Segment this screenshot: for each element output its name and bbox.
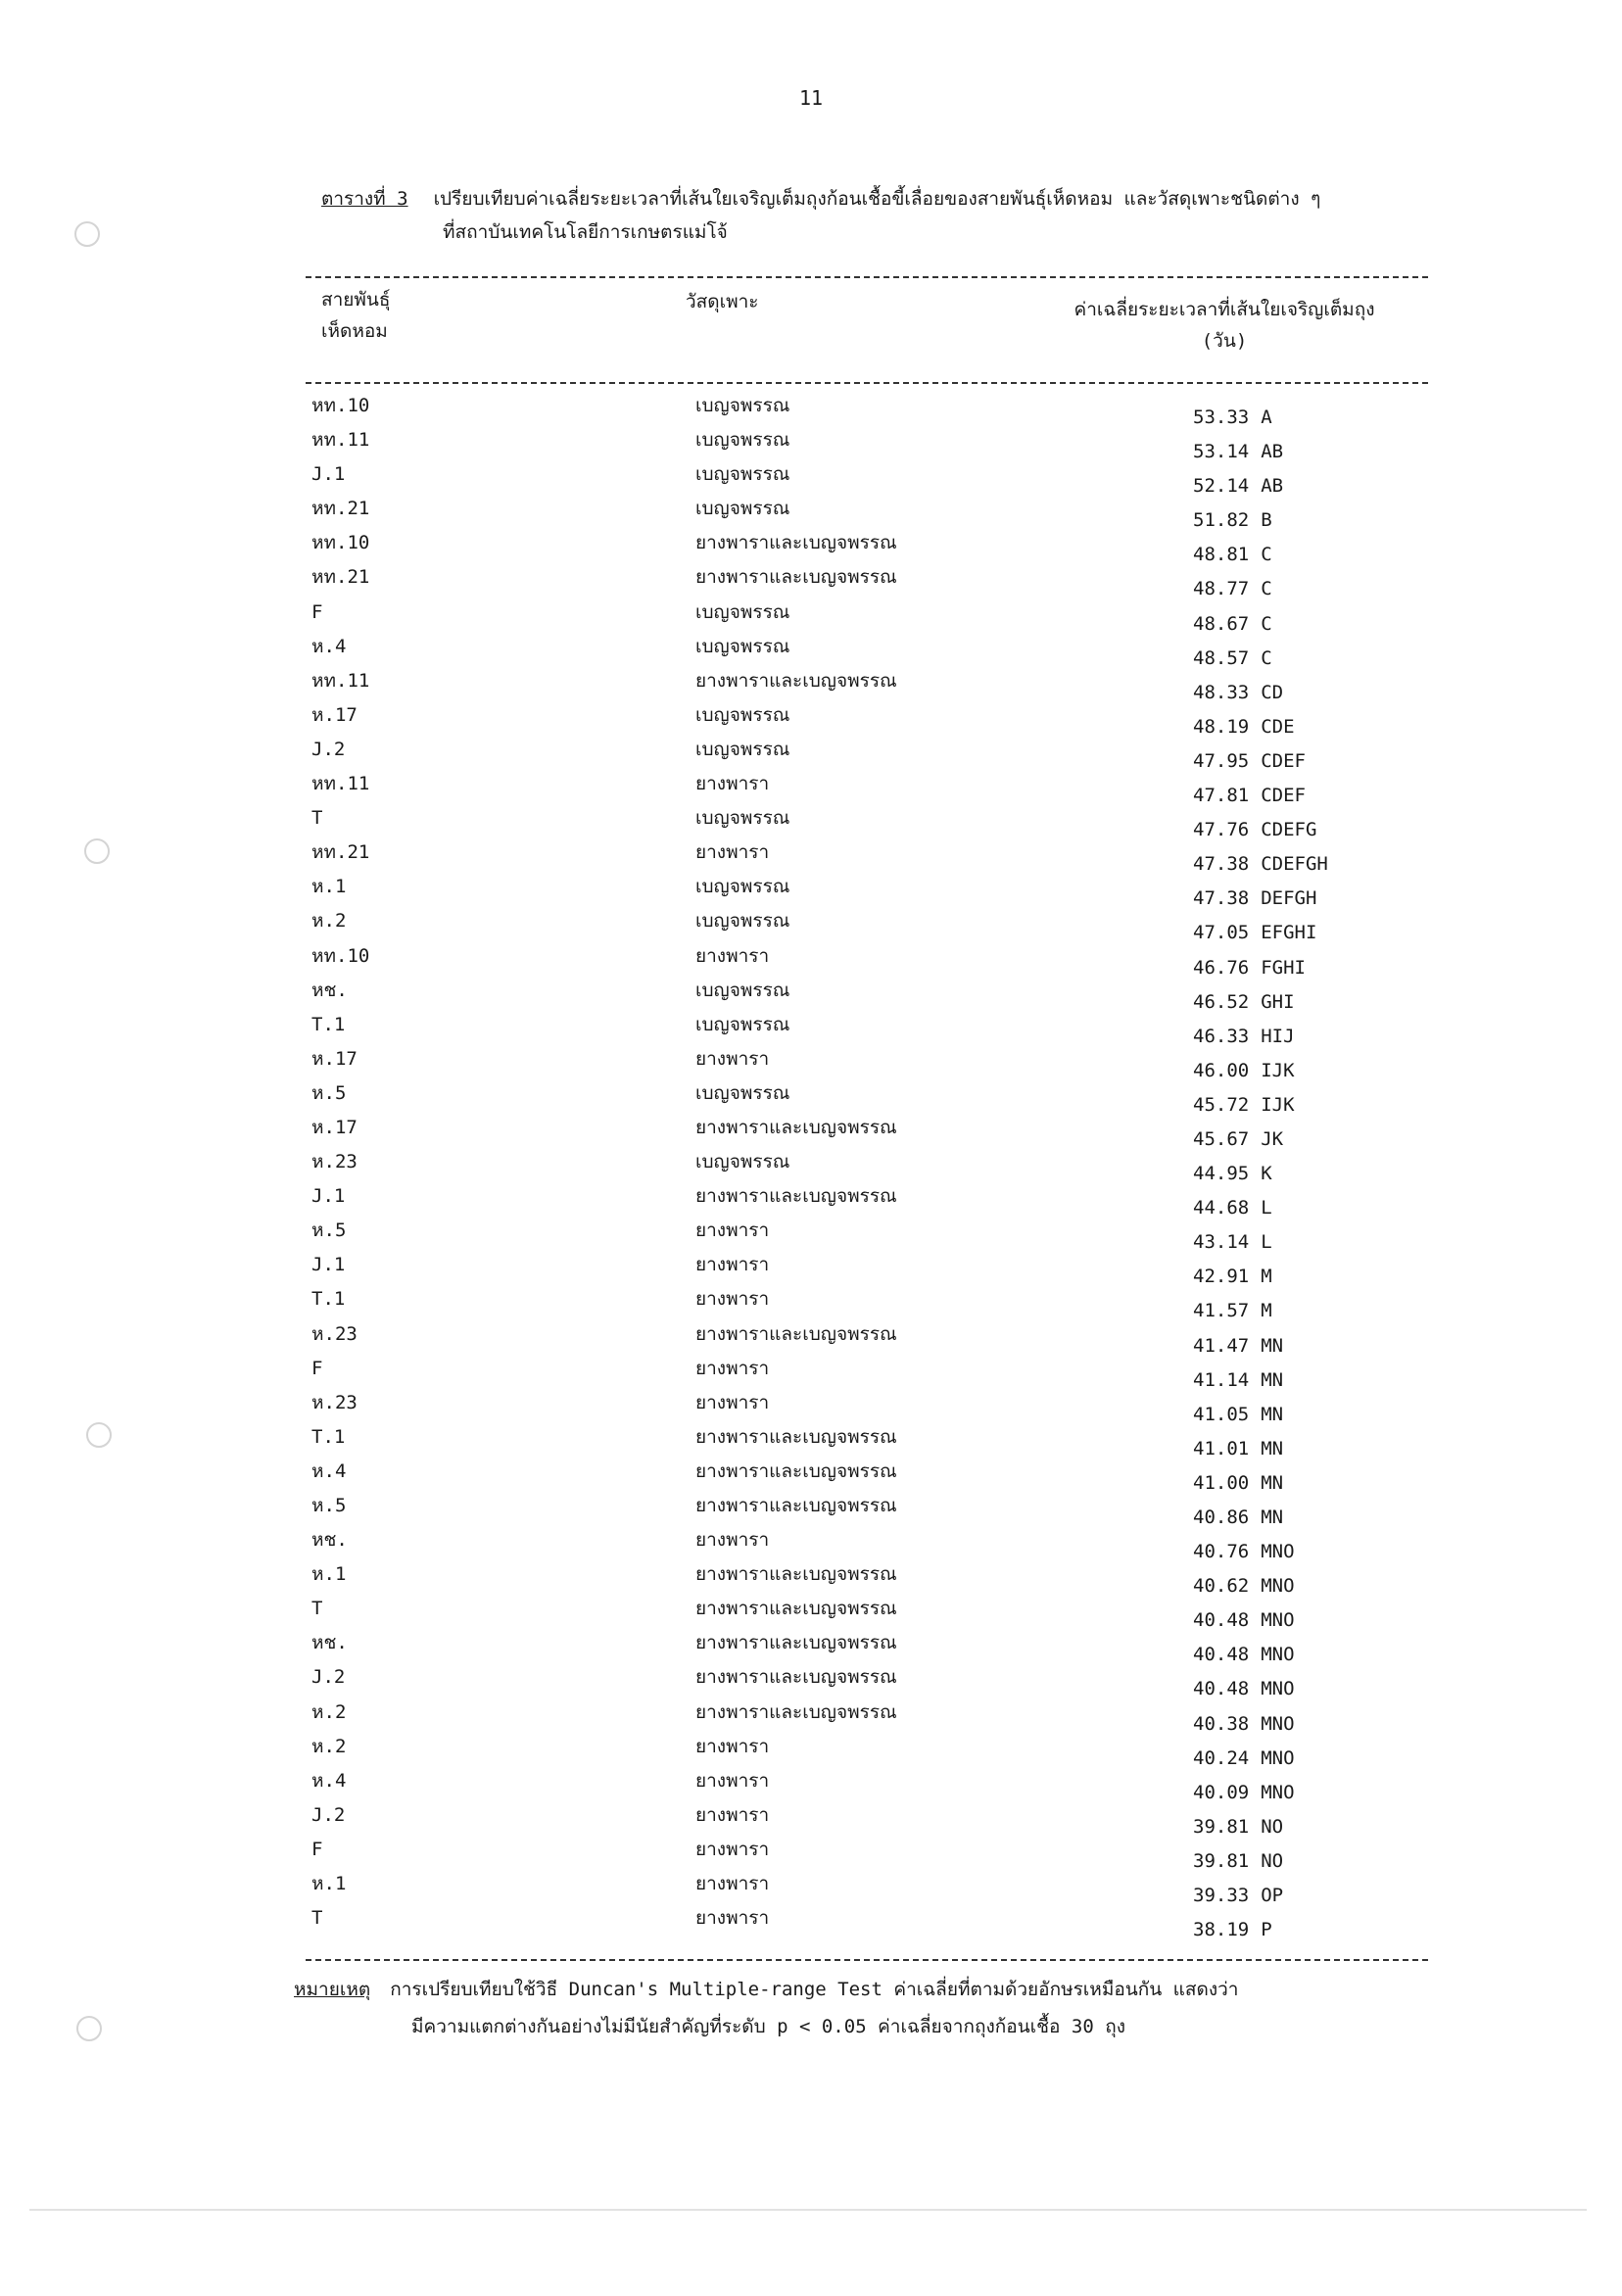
cell-mean-value: 47.76 xyxy=(1193,819,1250,841)
cell-duncan-group: MN xyxy=(1261,1334,1284,1357)
cell-mean-value: 41.00 xyxy=(1193,1471,1250,1494)
cell-duncan-group: MNO xyxy=(1261,1746,1295,1769)
cell-strain: ห.1 xyxy=(311,1563,347,1586)
cell-duncan-group: C xyxy=(1261,612,1272,635)
cell-strain: หท.21 xyxy=(311,841,370,864)
cell-mean-value: 42.91 xyxy=(1193,1266,1250,1288)
table-row xyxy=(0,1557,1622,1598)
table-row xyxy=(0,1282,1622,1322)
cell-duncan-group: M xyxy=(1261,1300,1272,1322)
cell-duncan-group: NO xyxy=(1261,1815,1284,1838)
cell-medium: เบญจพรรณ xyxy=(695,498,790,520)
cell-duncan-group: A xyxy=(1261,407,1272,428)
table-row xyxy=(0,836,1622,876)
table-row xyxy=(0,1317,1622,1357)
cell-duncan-group: MNO xyxy=(1261,1575,1295,1598)
cell-strain: ห.5 xyxy=(311,1220,347,1242)
cell-duncan-group: MN xyxy=(1261,1437,1284,1459)
cell-duncan-group: GHI xyxy=(1261,990,1295,1013)
cell-strain: T.1 xyxy=(311,1288,346,1311)
cell-strain: T xyxy=(311,1598,323,1620)
cell-mean-value: 45.67 xyxy=(1193,1127,1250,1150)
cell-strain: ห.4 xyxy=(311,1769,347,1792)
cell-strain: J.2 xyxy=(311,1666,346,1689)
cell-medium: เบญจพรรณ xyxy=(695,807,790,830)
scan-edge-line xyxy=(29,2209,1587,2211)
cell-medium: ยางพารา xyxy=(695,841,770,864)
cell-duncan-group: CDEFG xyxy=(1261,819,1317,841)
cell-medium: ยางพารา xyxy=(695,1391,770,1413)
table-row xyxy=(0,1523,1622,1563)
note-line1: การเปรียบเทียบใช้วิธี Duncan's Multiple-range Test ค่าเฉลี่ยที่ตามด้วยอักษรเหมือนกัน แสดงว่า xyxy=(390,1979,1239,2000)
cell-medium: เบญจพรรณ xyxy=(695,910,790,933)
table-body xyxy=(0,389,1622,1941)
cell-mean-value: 53.33 xyxy=(1193,407,1250,428)
cell-mean-value: 47.95 xyxy=(1193,749,1250,772)
table-caption-label: ตารางที่ 3 xyxy=(321,188,408,210)
cell-strain: หท.11 xyxy=(311,669,370,692)
cell-strain: หท.11 xyxy=(311,429,370,452)
table-row xyxy=(0,904,1622,944)
cell-medium: ยางพารา xyxy=(695,1529,770,1552)
page-number: 11 xyxy=(798,86,824,110)
cell-mean-value: 41.01 xyxy=(1193,1437,1250,1459)
cell-mean-value: 41.47 xyxy=(1193,1334,1250,1357)
cell-strain: ห.5 xyxy=(311,1081,347,1104)
cell-strain: ห.23 xyxy=(311,1151,358,1173)
cell-mean-value: 47.38 xyxy=(1193,887,1250,910)
cell-medium: ยางพาราและเบญจพรรณ xyxy=(695,1495,897,1516)
cell-strain: J.2 xyxy=(311,1803,346,1826)
cell-strain: หช. xyxy=(311,979,348,1001)
header-strain-line2: เห็ดหอม xyxy=(321,320,388,342)
cell-mean-value: 48.19 xyxy=(1193,715,1250,738)
cell-strain: ห.23 xyxy=(311,1322,358,1345)
table-caption xyxy=(321,182,1477,249)
cell-strain: ห.1 xyxy=(311,876,347,898)
cell-medium: เบญจพรรณ xyxy=(695,635,790,657)
header-medium: วัสดุเพาะ xyxy=(686,291,759,312)
cell-mean-value: 51.82 xyxy=(1193,509,1250,532)
table-row xyxy=(0,1042,1622,1081)
cell-duncan-group: AB xyxy=(1261,441,1284,463)
cell-duncan-group: AB xyxy=(1261,475,1284,498)
cell-duncan-group: EFGHI xyxy=(1261,922,1317,944)
table-row xyxy=(0,801,1622,841)
cell-mean-value: 40.48 xyxy=(1193,1678,1250,1700)
cell-mean-value: 44.68 xyxy=(1193,1197,1250,1220)
table-row xyxy=(0,596,1622,635)
cell-medium: ยางพารา xyxy=(695,1735,770,1757)
cell-duncan-group: MN xyxy=(1261,1471,1284,1494)
cell-mean-value: 46.76 xyxy=(1193,956,1250,979)
cell-strain: J.1 xyxy=(311,1254,346,1276)
table-row xyxy=(0,423,1622,463)
table-row xyxy=(0,1076,1622,1116)
cell-duncan-group: MNO xyxy=(1261,1644,1295,1666)
cell-medium: เบญจพรรณ xyxy=(695,1013,790,1035)
cell-duncan-group: IJK xyxy=(1261,1059,1295,1081)
cell-medium: ยางพาราและเบญจพรรณ xyxy=(695,1666,897,1689)
cell-duncan-group: L xyxy=(1261,1197,1272,1220)
cell-duncan-group: NO xyxy=(1261,1849,1284,1872)
cell-medium: ยางพารา xyxy=(695,1357,770,1379)
cell-mean-value: 40.48 xyxy=(1193,1609,1250,1632)
table-row xyxy=(0,1248,1622,1288)
header-mean-days xyxy=(1009,294,1440,357)
cell-medium: ยางพาราและเบญจพรรณ xyxy=(695,1425,897,1448)
cell-mean-value: 40.24 xyxy=(1193,1746,1250,1769)
cell-strain: J.2 xyxy=(311,738,346,760)
cell-mean-value: 39.81 xyxy=(1193,1849,1250,1872)
table-note xyxy=(294,1971,1430,2045)
cell-medium: ยางพารา xyxy=(695,1047,770,1070)
cell-strain: หท.10 xyxy=(311,395,370,416)
header-strain-line1: สายพันธุ์ xyxy=(321,289,391,311)
cell-duncan-group: B xyxy=(1261,509,1272,532)
cell-mean-value: 46.33 xyxy=(1193,1025,1250,1047)
cell-duncan-group: P xyxy=(1261,1919,1272,1941)
cell-strain: ห.2 xyxy=(311,1735,347,1757)
cell-duncan-group: CDEFGH xyxy=(1261,853,1328,876)
cell-strain: J.1 xyxy=(311,1185,346,1208)
cell-strain: T.1 xyxy=(311,1013,346,1035)
cell-duncan-group: CD xyxy=(1261,681,1284,703)
table-bottom-rule xyxy=(306,1959,1428,1961)
table-row xyxy=(0,1145,1622,1185)
cell-medium: ยางพาราและเบญจพรรณ xyxy=(695,1185,897,1208)
cell-duncan-group: MNO xyxy=(1261,1678,1295,1700)
table-row xyxy=(0,389,1622,428)
cell-duncan-group: HIJ xyxy=(1261,1025,1295,1047)
binder-hole xyxy=(76,2016,102,2041)
cell-strain: ห.2 xyxy=(311,910,347,933)
cell-medium: ยางพาราและเบญจพรรณ xyxy=(695,532,897,554)
cell-mean-value: 47.05 xyxy=(1193,922,1250,944)
table-row xyxy=(0,974,1622,1013)
cell-medium: เบญจพรรณ xyxy=(695,703,790,726)
note-label: หมายเหตุ xyxy=(294,1979,371,2000)
table-row xyxy=(0,492,1622,532)
cell-medium: ยางพาราและเบญจพรรณ xyxy=(695,566,897,589)
cell-strain: หช. xyxy=(311,1632,348,1654)
table-row xyxy=(0,1696,1622,1735)
cell-medium: ยางพารา xyxy=(695,944,770,967)
cell-mean-value: 46.00 xyxy=(1193,1059,1250,1081)
cell-medium: ยางพารา xyxy=(695,1288,770,1311)
cell-duncan-group: CDE xyxy=(1261,715,1295,738)
cell-mean-value: 48.57 xyxy=(1193,646,1250,669)
cell-mean-value: 43.14 xyxy=(1193,1231,1250,1254)
table-row xyxy=(0,1489,1622,1528)
cell-mean-value: 40.48 xyxy=(1193,1644,1250,1666)
table-row xyxy=(0,1008,1622,1047)
cell-medium: ยางพาราและเบญจพรรณ xyxy=(695,669,897,692)
cell-strain: J.1 xyxy=(311,463,346,486)
cell-duncan-group: IJK xyxy=(1261,1093,1295,1116)
cell-duncan-group: MN xyxy=(1261,1507,1284,1528)
cell-strain: หท.21 xyxy=(311,566,370,589)
cell-strain: ห.4 xyxy=(311,635,347,657)
cell-mean-value: 39.33 xyxy=(1193,1885,1250,1907)
cell-duncan-group: MN xyxy=(1261,1403,1284,1425)
cell-mean-value: 40.38 xyxy=(1193,1712,1250,1735)
cell-mean-value: 40.62 xyxy=(1193,1575,1250,1598)
cell-medium: เบญจพรรณ xyxy=(695,979,790,1001)
table-row xyxy=(0,1386,1622,1425)
cell-mean-value: 47.38 xyxy=(1193,853,1250,876)
cell-medium: ยางพารา xyxy=(695,1769,770,1792)
table-row xyxy=(0,1420,1622,1459)
cell-strain: F xyxy=(311,1838,323,1860)
table-row xyxy=(0,1660,1622,1700)
header-strain xyxy=(321,284,498,347)
cell-duncan-group: MN xyxy=(1261,1368,1284,1391)
cell-duncan-group: C xyxy=(1261,544,1272,566)
table-row xyxy=(0,1798,1622,1838)
cell-medium: ยางพาราและเบญจพรรณ xyxy=(695,1459,897,1482)
cell-duncan-group: C xyxy=(1261,578,1272,600)
cell-medium: ยางพารา xyxy=(695,1254,770,1276)
table-row xyxy=(0,1867,1622,1907)
cell-duncan-group: C xyxy=(1261,646,1272,669)
cell-mean xyxy=(1193,1913,1272,1947)
table-row xyxy=(0,1592,1622,1632)
cell-strain: หท.10 xyxy=(311,532,370,554)
cell-mean-value: 40.76 xyxy=(1193,1541,1250,1563)
table-row xyxy=(0,630,1622,669)
cell-duncan-group: OP xyxy=(1261,1885,1284,1907)
cell-strain: หช. xyxy=(311,1529,348,1552)
cell-duncan-group: CDEF xyxy=(1261,749,1306,772)
cell-medium: ยางพารา xyxy=(695,1838,770,1860)
cell-duncan-group: K xyxy=(1261,1163,1272,1185)
cell-mean-value: 41.05 xyxy=(1193,1403,1250,1425)
cell-mean-value: 52.14 xyxy=(1193,475,1250,498)
table-row xyxy=(0,733,1622,772)
header-bottom-rule xyxy=(306,382,1428,384)
table-row xyxy=(0,939,1622,979)
cell-medium: เบญจพรรณ xyxy=(695,1151,790,1173)
cell-mean-value: 46.52 xyxy=(1193,990,1250,1013)
table-row xyxy=(0,1455,1622,1494)
cell-duncan-group: FGHI xyxy=(1261,956,1306,979)
binder-hole xyxy=(86,1422,112,1448)
cell-strain: ห.5 xyxy=(311,1495,347,1516)
cell-strain: ห.1 xyxy=(311,1873,347,1895)
header-mean-line2: (วัน) xyxy=(1201,330,1248,352)
cell-strain: T.1 xyxy=(311,1425,346,1448)
cell-medium: ยางพารา xyxy=(695,1873,770,1895)
table-row xyxy=(0,767,1622,807)
cell-mean-value: 40.09 xyxy=(1193,1781,1250,1803)
cell-duncan-group: DEFGH xyxy=(1261,887,1317,910)
table-row xyxy=(0,526,1622,566)
binder-hole xyxy=(84,838,110,864)
cell-mean-value: 44.95 xyxy=(1193,1163,1250,1185)
cell-duncan-group: MNO xyxy=(1261,1712,1295,1735)
cell-medium: เบญจพรรณ xyxy=(695,395,790,416)
cell-strain: ห.17 xyxy=(311,703,358,726)
cell-medium: ยางพาราและเบญจพรรณ xyxy=(695,1563,897,1586)
cell-strain: ห.23 xyxy=(311,1391,358,1413)
cell-strain: หท.10 xyxy=(311,944,370,967)
cell-mean-value: 53.14 xyxy=(1193,441,1250,463)
table-row xyxy=(0,1764,1622,1803)
cell-strain: F xyxy=(311,1357,323,1379)
cell-medium: เบญจพรรณ xyxy=(695,876,790,898)
cell-mean-value: 48.81 xyxy=(1193,544,1250,566)
cell-medium: ยางพาราและเบญจพรรณ xyxy=(695,1116,897,1138)
cell-duncan-group: MNO xyxy=(1261,1541,1295,1563)
cell-medium: เบญจพรรณ xyxy=(695,463,790,486)
cell-medium: ยางพารา xyxy=(695,773,770,795)
cell-mean-value: 41.57 xyxy=(1193,1300,1250,1322)
cell-medium: เบญจพรรณ xyxy=(695,600,790,623)
table-top-rule xyxy=(306,276,1428,278)
cell-medium: ยางพาราและเบญจพรรณ xyxy=(695,1598,897,1620)
cell-strain: F xyxy=(311,600,323,623)
cell-mean-value: 40.86 xyxy=(1193,1507,1250,1528)
cell-medium: ยางพารา xyxy=(695,1220,770,1242)
cell-mean-value: 41.14 xyxy=(1193,1368,1250,1391)
table-row xyxy=(0,1901,1622,1941)
table-row xyxy=(0,1214,1622,1254)
header-mean-line1: ค่าเฉลี่ยระยะเวลาที่เส้นใยเจริญเต็มถุง xyxy=(1073,299,1375,320)
cell-medium: ยางพารา xyxy=(695,1803,770,1826)
cell-duncan-group: M xyxy=(1261,1266,1272,1288)
cell-strain: ห.17 xyxy=(311,1116,358,1138)
cell-strain: ห.17 xyxy=(311,1047,358,1070)
cell-strain: T xyxy=(311,807,323,830)
cell-medium: ยางพาราและเบญจพรรณ xyxy=(695,1700,897,1723)
table-row xyxy=(0,1833,1622,1872)
table-row xyxy=(0,457,1622,498)
table-row xyxy=(0,1352,1622,1391)
cell-medium: ยางพารา xyxy=(695,1907,770,1930)
cell-mean-value: 48.33 xyxy=(1193,681,1250,703)
cell-strain: T xyxy=(311,1907,323,1930)
table-row xyxy=(0,1730,1622,1769)
cell-strain: หท.11 xyxy=(311,773,370,795)
cell-medium: ยางพาราและเบญจพรรณ xyxy=(695,1322,897,1345)
table-row xyxy=(0,1179,1622,1220)
cell-strain: ห.2 xyxy=(311,1700,347,1723)
cell-mean-value: 45.72 xyxy=(1193,1093,1250,1116)
cell-mean-value: 47.81 xyxy=(1193,785,1250,807)
cell-medium: ยางพาราและเบญจพรรณ xyxy=(695,1632,897,1654)
cell-duncan-group: JK xyxy=(1261,1127,1284,1150)
table-row xyxy=(0,664,1622,703)
cell-strain: ห.4 xyxy=(311,1459,347,1482)
table-row xyxy=(0,560,1622,600)
table-caption-line2: ที่สถาบันเทคโนโลยีการเกษตรแม่โจ้ xyxy=(443,221,728,243)
cell-medium: เบญจพรรณ xyxy=(695,738,790,760)
binder-hole xyxy=(74,221,100,247)
cell-medium: เบญจพรรณ xyxy=(695,429,790,452)
table-row xyxy=(0,870,1622,910)
cell-mean-value: 38.19 xyxy=(1193,1919,1250,1941)
cell-mean-value: 48.67 xyxy=(1193,612,1250,635)
cell-mean-value: 39.81 xyxy=(1193,1815,1250,1838)
table-caption-line1: เปรียบเทียบค่าเฉลี่ยระยะเวลาที่เส้นใยเจริญเต็มถุงก้อนเชื้อขี้เลื่อยของสายพันธุ์เห็ดหอม และวัสดุเพาะชนิดต่าง ๆ xyxy=(433,188,1321,210)
cell-duncan-group: MNO xyxy=(1261,1781,1295,1803)
table-row xyxy=(0,698,1622,738)
table-row xyxy=(0,1111,1622,1150)
cell-duncan-group: L xyxy=(1261,1231,1272,1254)
cell-medium: เบญจพรรณ xyxy=(695,1081,790,1104)
cell-duncan-group: MNO xyxy=(1261,1609,1295,1632)
note-line2: มีความแตกต่างกันอย่างไม่มีนัยสำคัญที่ระดับ p < 0.05 ค่าเฉลี่ยจากถุงก้อนเชื้อ 30 ถุง xyxy=(411,2016,1125,2037)
cell-strain: หท.21 xyxy=(311,498,370,520)
cell-mean-value: 48.77 xyxy=(1193,578,1250,600)
table-row xyxy=(0,1626,1622,1666)
cell-duncan-group: CDEF xyxy=(1261,785,1306,807)
